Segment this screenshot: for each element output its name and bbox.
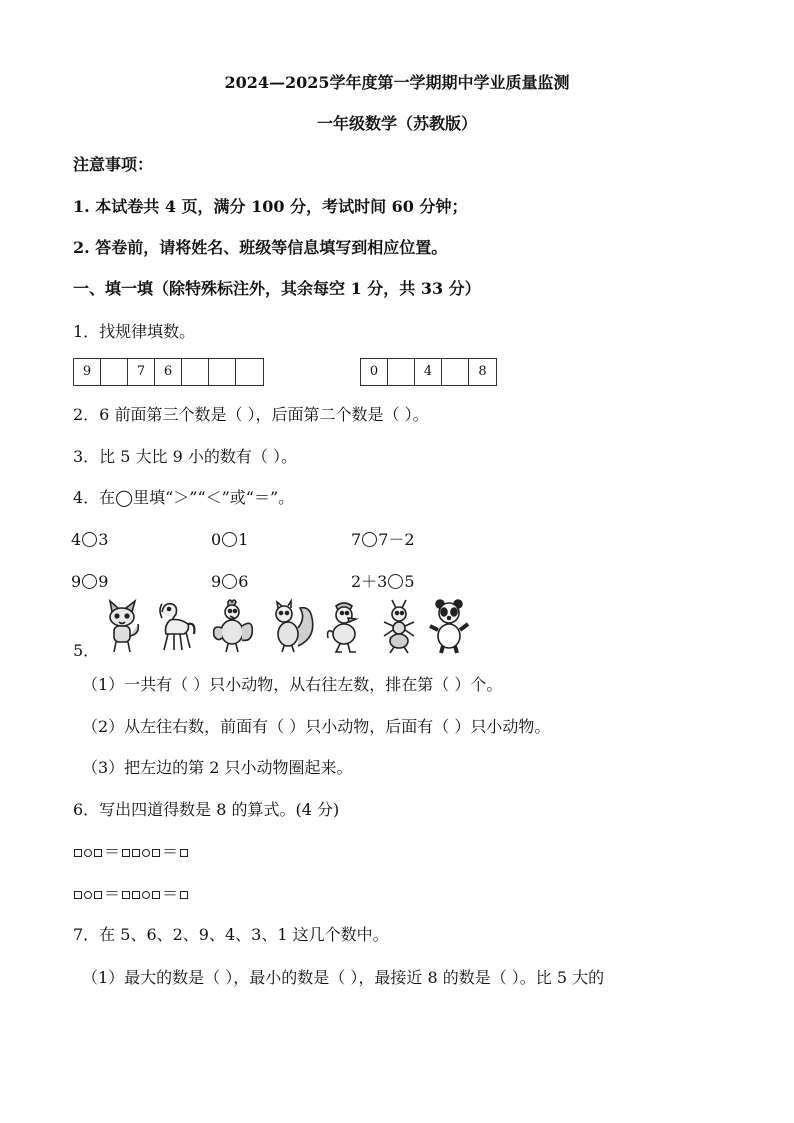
sequence-cell[interactable] xyxy=(442,359,469,385)
question-5-part: （1）一共有（ ）只小动物，从右往左数，排在第（ ）个。 xyxy=(82,675,503,694)
equals-sign: ＝ xyxy=(104,842,121,861)
exam-title: 2024—2025学年度第一学期期中学业质量监测 xyxy=(224,73,570,92)
fox-icon[interactable] xyxy=(110,601,138,652)
blank-box[interactable] xyxy=(74,891,82,899)
compare-right: 6 xyxy=(238,572,249,591)
question-5-part: （2）从左往右数，前面有（ ）只小动物，后面有（ ）只小动物。 xyxy=(82,717,551,736)
compare-circle[interactable] xyxy=(222,574,237,589)
note-item: 1. 本试卷共 4 页，满分 100 分，考试时间 60 分钟； xyxy=(73,197,468,216)
compare-item xyxy=(211,572,248,592)
operator-circle[interactable] xyxy=(142,891,150,899)
sequence-cell[interactable] xyxy=(236,359,263,385)
compare-right: 7－2 xyxy=(378,530,415,549)
question-2: 2．6 前面第三个数是（ ），后面第二个数是（ ）。 xyxy=(73,405,429,424)
question-5-part: （3）把左边的第 2 只小动物圈起来。 xyxy=(82,758,353,777)
blank-box[interactable] xyxy=(180,849,188,857)
blank-box[interactable] xyxy=(122,891,130,899)
blank-box[interactable] xyxy=(94,891,102,899)
panda-icon[interactable] xyxy=(430,600,468,653)
exam-subtitle: 一年级数学（苏教版） xyxy=(316,114,477,133)
question-7-part: （1）最大的数是（ ），最小的数是（ ），最接近 8 的数是（ ）。比 5 大的 xyxy=(82,968,605,987)
compare-item xyxy=(71,572,108,592)
compare-left: 7 xyxy=(351,530,362,549)
compare-item xyxy=(351,572,415,592)
equation-row xyxy=(73,842,189,862)
sequence-cell[interactable] xyxy=(209,359,236,385)
note-item: 2. 答卷前，请将姓名、班级等信息填写到相应位置。 xyxy=(73,238,448,257)
operator-circle[interactable] xyxy=(84,891,92,899)
question-3: 3．比 5 大比 9 小的数有（ ）。 xyxy=(73,447,297,466)
blank-box[interactable] xyxy=(152,849,160,857)
squirrel-icon[interactable] xyxy=(276,601,313,652)
sequence-cell: 9 xyxy=(74,359,101,385)
section-heading: 一、填一填（除特殊标注外，其余每空 1 分，共 33 分） xyxy=(73,279,481,298)
operator-circle[interactable] xyxy=(142,849,150,857)
compare-circle[interactable] xyxy=(362,532,377,547)
equation-row xyxy=(73,884,189,904)
horse-icon[interactable] xyxy=(160,604,194,650)
ant-icon[interactable] xyxy=(384,600,414,653)
rooster-icon[interactable] xyxy=(214,600,253,652)
question-7: 7．在 5、6、2、9、4、3、1 这几个数中。 xyxy=(73,925,389,944)
compare-right: 9 xyxy=(98,572,109,591)
equals-sign: ＝ xyxy=(104,884,121,903)
sequence-cell: 7 xyxy=(128,359,155,385)
compare-right: 3 xyxy=(98,530,109,549)
sequence-cell: 8 xyxy=(478,364,487,379)
equals-sign: ＝ xyxy=(162,884,179,903)
duck-icon[interactable] xyxy=(328,603,356,652)
question-6: 6．写出四道得数是 8 的算式。(4 分) xyxy=(73,800,340,819)
sequence-left xyxy=(73,358,264,386)
compare-left: 9 xyxy=(211,572,222,591)
question-4: 4．在◯里填“＞”“＜”或“＝”。 xyxy=(73,488,295,507)
compare-right: 5 xyxy=(404,572,415,591)
compare-item xyxy=(71,530,108,550)
compare-circle[interactable] xyxy=(388,574,403,589)
compare-item xyxy=(351,530,415,550)
sequence-cell: 0 xyxy=(361,359,388,385)
sequence-cell[interactable] xyxy=(101,359,128,385)
operator-circle[interactable] xyxy=(84,849,92,857)
compare-left: 9 xyxy=(71,572,82,591)
compare-left: 0 xyxy=(211,530,222,549)
sequence-cell[interactable] xyxy=(182,359,209,385)
question-1: 1．找规律填数。 xyxy=(73,322,196,341)
blank-box[interactable] xyxy=(180,891,188,899)
question-5-number: 5． xyxy=(73,641,100,660)
compare-circle[interactable] xyxy=(82,574,97,589)
blank-box[interactable] xyxy=(132,849,140,857)
compare-circle[interactable] xyxy=(222,532,237,547)
blank-box[interactable] xyxy=(74,849,82,857)
compare-circle[interactable] xyxy=(82,532,97,547)
sequence-right xyxy=(360,358,497,386)
compare-item xyxy=(211,530,248,550)
blank-box[interactable] xyxy=(122,849,130,857)
compare-left: 4 xyxy=(71,530,82,549)
sequence-cell: 4 xyxy=(415,359,442,385)
animals-illustration xyxy=(102,598,472,656)
blank-box[interactable] xyxy=(152,891,160,899)
equals-sign: ＝ xyxy=(162,842,179,861)
compare-left: 2＋3 xyxy=(351,572,388,591)
blank-box[interactable] xyxy=(132,891,140,899)
sequence-cell[interactable] xyxy=(388,359,415,385)
blank-box[interactable] xyxy=(94,849,102,857)
sequence-cell: 6 xyxy=(155,359,182,385)
notes-heading: 注意事项： xyxy=(73,155,154,174)
compare-right: 1 xyxy=(238,530,249,549)
